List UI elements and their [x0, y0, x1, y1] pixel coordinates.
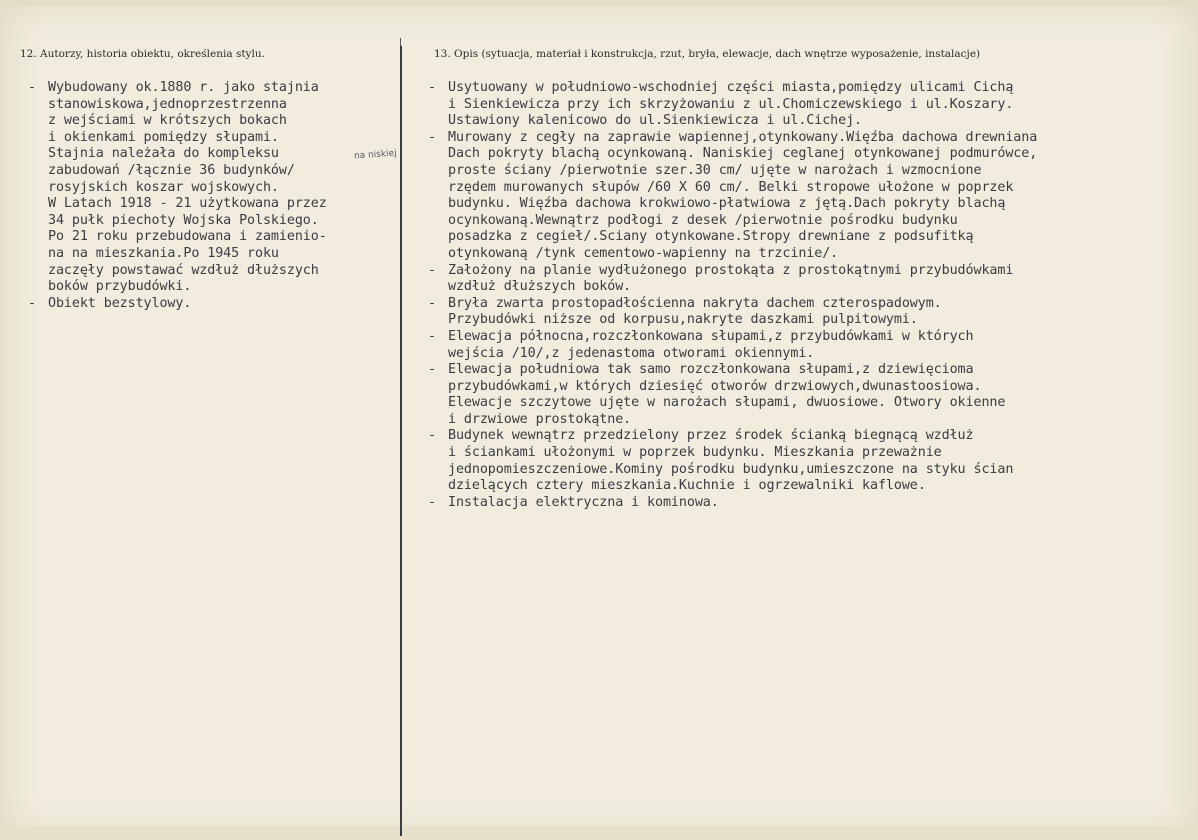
description-text-line: Instalacja elektryczna i kominowa.: [448, 494, 719, 510]
bullet-dash: -: [428, 129, 436, 145]
description-list-item: [428, 80, 1196, 130]
description-list-item: [428, 495, 1196, 512]
description-text-line: i Sienkiewicza przy ich skrzyżowaniu z ul.Chomiczewskiego i ul.Koszary.: [448, 96, 1014, 112]
page-bottom-edge: [0, 826, 1198, 840]
description-text-line: i drzwiowe prostokątne.: [448, 411, 632, 427]
description-text-line: Przybudówki niższe od korpusu,nakryte daszkami pulpitowymi.: [448, 312, 918, 328]
history-text-line: i okienkami pomiędzy słupami.: [48, 129, 279, 145]
description-text-line: wejścia /10/,z jedenastoma otworami okiennymi.: [448, 345, 815, 361]
description-text-line: Elewacja południowa tak samo rozczłonkowana słupami,z dziewięcioma: [448, 362, 974, 378]
history-list-item: [28, 80, 400, 296]
bullet-dash: -: [428, 428, 436, 444]
description-list-item: [428, 296, 1196, 329]
history-text-line: na na mieszkania.Po 1945 roku: [48, 245, 279, 261]
handwritten-annotation: na niskiej: [353, 148, 398, 162]
history-text-line: 34 pułk piechoty Wojska Polskiego.: [48, 212, 319, 228]
history-text-line: Obiekt bezstylowy.: [48, 295, 192, 311]
description-column: [428, 80, 1196, 511]
description-text-line: przybudówkami,w których dziesięć otworów drzwiowych,dwunastoosiowa.: [448, 378, 982, 394]
description-text-line: dzielących cztery mieszkania.Kuchnie i ogrzewalniki kaflowe.: [448, 478, 926, 494]
bullet-dash: -: [428, 80, 436, 95]
description-text-line: Elewacja północna,rozczłonkowana słupami,z przybudówkami w których: [448, 328, 974, 344]
description-text-line: posadzka z cegieł/.Sciany otynkowane.Stropy drewniane z podsufitką: [448, 229, 974, 245]
description-text-line: jednopomieszczeniowe.Kominy pośrodku budynku,umieszczone na styku ścian: [448, 461, 1014, 477]
history-column: [28, 80, 400, 312]
section-13-header: 13. Opis (sytuacja, materiał i konstrukcja, rzut, bryła, elewacje, dach wnętrze wyposażenie, instalacje): [434, 48, 981, 60]
history-text-line: boków przybudówki.: [48, 279, 192, 295]
bullet-dash: -: [428, 295, 436, 311]
bullet-dash: -: [428, 494, 436, 510]
page-top-edge: [0, 0, 1198, 6]
description-text-line: Elewacje szczytowe ujęte w narożach słupami, dwuosiowe. Otwory okienne: [448, 395, 1006, 411]
history-text-line: rosyjskich koszar wojskowych.: [48, 179, 279, 195]
description-text-line: Budynek wewnątrz przedzielony przez środek ścianką biegnącą wzdłuż: [448, 428, 974, 444]
description-text-line: ocynkowaną.Wewnątrz podłogi z desek /pierwotnie pośrodku budynku: [448, 212, 958, 228]
history-text-line: z wejściami w krótszych bokach: [48, 113, 287, 129]
history-text-line: zabudowań /łącznie 36 budynków/: [48, 162, 295, 178]
bullet-dash: -: [28, 295, 36, 311]
section-12-header: 12. Autorzy, historia obiektu, określenia stylu.: [20, 48, 265, 60]
description-list-item: [428, 130, 1196, 263]
description-text-line: Dach pokryty blachą ocynkowaną. Naniskiej ceglanej otynkowanej podmurówce,: [448, 146, 1038, 162]
description-text-line: i ściankami ułożonymi w poprzek budynku. Mieszkania przeważnie: [448, 445, 942, 461]
bullet-dash: -: [428, 262, 436, 278]
history-text-line: zaczęły powstawać wzdłuż dłuższych: [48, 262, 319, 278]
description-text-line: wzdłuż dłuższych boków.: [448, 279, 632, 295]
description-list-item: [428, 263, 1196, 296]
description-text-line: Bryła zwarta prostopadłościenna nakryta dachem czterospadowym.: [448, 295, 942, 311]
description-text-line: rzędem murowanych słupów /60 X 60 cm/. Belki stropowe ułożone w poprzek: [448, 179, 1014, 195]
description-text-line: Usytuowany w południowo-wschodniej części miasta,pomiędzy ulicami Cichą: [448, 80, 1014, 95]
history-text-line: stanowiskowa,jednoprzestrzenna: [48, 96, 287, 112]
description-list-item: [428, 329, 1196, 362]
description-text-line: Założony na planie wydłużonego prostokąta z prostokątnymi przybudówkami: [448, 262, 1014, 278]
history-text-line: Wybudowany ok.1880 r. jako stajnia: [48, 80, 319, 95]
history-list-item: [28, 296, 400, 313]
history-text-line: W Latach 1918 - 21 użytkowana przez: [48, 196, 327, 212]
description-list-item: [428, 428, 1196, 494]
description-text-line: budynku. Więźba dachowa krokwiowo-płatwiowa z jętą.Dach pokryty blachą: [448, 196, 1006, 212]
bullet-dash: -: [428, 328, 436, 344]
column-divider: [400, 46, 402, 836]
bullet-dash: -: [28, 80, 36, 95]
description-text-line: Ustawiony kalenicowo do ul.Sienkiewicza i ul.Cichej.: [448, 113, 863, 129]
description-list-item: [428, 362, 1196, 428]
description-text-line: Murowany z cegły na zaprawie wapiennej,otynkowany.Więźba dachowa drewniana: [448, 129, 1038, 145]
bullet-dash: -: [428, 362, 436, 378]
description-text-line: proste ściany /pierwotnie szer.30 cm/ ujęte w narożach i wzmocnione: [448, 162, 982, 178]
history-text-line: Po 21 roku przebudowana i zamienio-: [48, 229, 327, 245]
description-text-line: otynkowaną /tynk cementowo-wapienny na trzcinie/.: [448, 245, 839, 261]
history-text-line: Stajnia należała do kompleksu: [48, 146, 279, 162]
